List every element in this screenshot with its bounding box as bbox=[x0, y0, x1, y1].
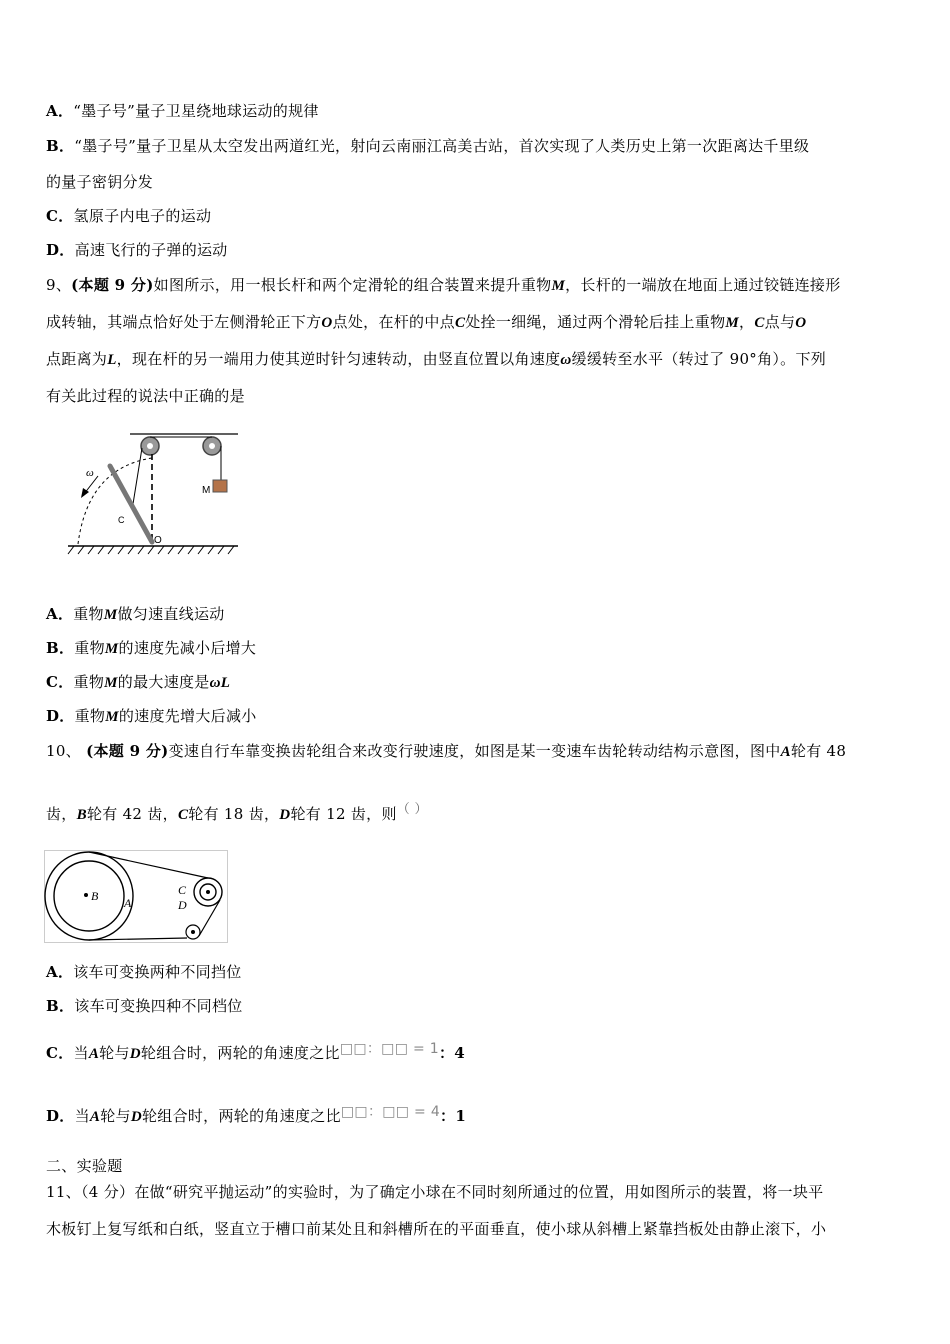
var-a: A bbox=[780, 744, 791, 760]
option-text: “墨子号”量子卫星绕地球运动的规律 bbox=[73, 102, 319, 120]
option-text: 重物 bbox=[74, 707, 106, 725]
option-text: 该车可变换四种不同档位 bbox=[74, 997, 243, 1015]
var-m: M bbox=[551, 278, 566, 294]
rod bbox=[110, 466, 152, 542]
var-m: M bbox=[105, 709, 119, 725]
question-score: （4 分） bbox=[81, 1183, 135, 1201]
pulley-rod-figure bbox=[66, 428, 241, 558]
q8-option-d bbox=[46, 240, 228, 260]
option-label: D． bbox=[46, 1107, 75, 1125]
stem-text: 缓缓转至水平（转过了 90°角）。下列 bbox=[571, 350, 827, 368]
stem-text: ，现在杆的另一端用力使其逆时针匀速转动，由竖直位置以角速度 bbox=[116, 350, 561, 368]
option-label: C． bbox=[46, 1044, 74, 1062]
q9-option-d bbox=[46, 706, 257, 727]
option-label: B． bbox=[46, 997, 75, 1015]
q10-stem-line2 bbox=[46, 804, 428, 826]
stem-text: 轮有 18 齿， bbox=[188, 805, 280, 823]
ground-hatching bbox=[68, 546, 234, 554]
var-a: A bbox=[89, 1109, 101, 1125]
q10-option-c bbox=[46, 1043, 465, 1064]
rope-to-c bbox=[133, 448, 142, 504]
var-o: O bbox=[795, 315, 807, 331]
q9-stem-line1 bbox=[46, 275, 841, 296]
question-score: (本题 9 分) bbox=[71, 276, 154, 294]
section-title-text: 二、实验题 bbox=[46, 1157, 123, 1175]
stem-text: 点距离为 bbox=[46, 350, 108, 368]
option-label: A． bbox=[46, 963, 74, 981]
var-omega-l: ωL bbox=[209, 675, 231, 691]
option-label: C． bbox=[46, 207, 74, 225]
gear-a-label: A bbox=[124, 896, 132, 910]
stem-text: 点处，在杆的中点 bbox=[332, 313, 455, 331]
omega-label: ω bbox=[86, 467, 94, 479]
question-number: 11、 bbox=[46, 1183, 81, 1201]
q8-option-b-cont bbox=[46, 172, 153, 192]
stem-text: 成转轴，其端点恰好处于左侧滑轮正下方 bbox=[46, 313, 322, 331]
q9-stem-line2 bbox=[46, 312, 806, 333]
option-text: 做匀速直线运动 bbox=[117, 605, 225, 623]
left-pulley-axle bbox=[147, 443, 153, 449]
point-o-label: O bbox=[154, 535, 162, 546]
option-text: 当 bbox=[73, 1044, 89, 1062]
var-d: D bbox=[129, 1046, 141, 1062]
section-title bbox=[46, 1156, 123, 1176]
option-text: 该车可变换两种不同挡位 bbox=[73, 963, 242, 981]
stem-text: ，长杆的一端放在地面上通过铰链连接形 bbox=[565, 276, 841, 294]
ratio-tail: ：1 bbox=[440, 1107, 467, 1125]
stem-text: 点与 bbox=[764, 313, 796, 331]
idler-center bbox=[191, 930, 195, 934]
question-number: 9、 bbox=[46, 276, 72, 294]
option-text: 的量子密钥分发 bbox=[46, 173, 154, 191]
gear-figure bbox=[44, 850, 229, 944]
stem-text: 齿， bbox=[46, 805, 77, 823]
option-label: B． bbox=[46, 639, 75, 657]
var-c: C bbox=[754, 315, 765, 331]
answer-paren: （ ） bbox=[396, 802, 428, 817]
var-l: L bbox=[107, 352, 117, 368]
gear-d-label: D bbox=[178, 898, 187, 912]
option-text: 轮与 bbox=[99, 1044, 130, 1062]
stem-text: 如图所示，用一根长杆和两个定滑轮的组合装置来提升重物 bbox=[153, 276, 552, 294]
option-text: 轮与 bbox=[100, 1107, 131, 1125]
ratio-tail: ：4 bbox=[438, 1044, 466, 1062]
q8-option-c bbox=[46, 206, 211, 226]
option-text: 的速度先增大后减小 bbox=[118, 707, 257, 725]
var-d: D bbox=[279, 807, 291, 823]
option-label: D． bbox=[46, 707, 75, 725]
var-o: O bbox=[321, 315, 333, 331]
question-number: 10、 bbox=[46, 742, 81, 760]
stem-text: 轮有 42 齿， bbox=[86, 805, 178, 823]
option-text: 轮组合时，两轮的角速度之比 bbox=[140, 1044, 340, 1062]
option-text: 的最大速度是 bbox=[117, 673, 210, 691]
q10-option-a bbox=[46, 962, 242, 982]
option-text: 重物 bbox=[73, 605, 104, 623]
q9-option-b bbox=[46, 638, 256, 659]
option-label: A． bbox=[46, 102, 74, 120]
point-c-label: C bbox=[118, 515, 125, 525]
var-c: C bbox=[177, 807, 189, 823]
stem-text: 有关此过程的说法中正确的是 bbox=[46, 387, 245, 405]
weight-block bbox=[213, 480, 227, 492]
gear-c-label: C bbox=[178, 883, 187, 897]
option-text: 重物 bbox=[73, 673, 105, 691]
option-text: “墨子号”量子卫星从太空发出两道红光，射向云南丽江高美古站，首次实现了人类历史上第一次距离达千里级 bbox=[74, 137, 810, 155]
stem-text: 轮有 48 bbox=[790, 742, 847, 760]
q8-option-b bbox=[46, 136, 809, 156]
var-a: A bbox=[88, 1046, 100, 1062]
option-text: 氢原子内电子的运动 bbox=[73, 207, 212, 225]
right-pulley-axle bbox=[209, 443, 215, 449]
question-score: (本题 9 分) bbox=[86, 742, 169, 760]
gear-cd-center bbox=[206, 890, 210, 894]
option-label: C． bbox=[46, 673, 74, 691]
var-omega: ω bbox=[560, 352, 572, 368]
stem-text: 在做“研究平抛运动”的实验时，为了确定小球在不同时刻所通过的位置，用如图所示的装置，将一块平 bbox=[134, 1183, 824, 1201]
gear-b-label: B bbox=[91, 889, 99, 903]
option-text: 当 bbox=[74, 1107, 90, 1125]
option-text: 轮组合时，两轮的角速度之比 bbox=[141, 1107, 341, 1125]
option-text: 的速度先减小后增大 bbox=[118, 639, 257, 657]
var-m: M bbox=[104, 675, 118, 691]
option-text: 高速飞行的子弹的运动 bbox=[74, 241, 228, 259]
q9-stem-line4 bbox=[46, 386, 245, 406]
q10-stem-line1 bbox=[46, 741, 846, 762]
weight-label: M bbox=[202, 485, 211, 496]
option-text: 重物 bbox=[74, 639, 105, 657]
q9-option-a bbox=[46, 604, 225, 625]
ratio-formula: □□：□□ = 4 bbox=[340, 1104, 441, 1120]
option-label: D． bbox=[46, 241, 75, 259]
gear-b-center bbox=[84, 893, 88, 897]
var-m: M bbox=[103, 607, 118, 623]
stem-text: 轮有 12 齿，则 bbox=[290, 805, 397, 823]
q9-stem-line3 bbox=[46, 349, 826, 370]
q11-stem-line2 bbox=[46, 1219, 826, 1239]
q11-stem-line1 bbox=[46, 1182, 823, 1202]
option-label: A． bbox=[46, 605, 74, 623]
option-label: B． bbox=[46, 137, 75, 155]
q10-option-b bbox=[46, 996, 243, 1016]
var-m: M bbox=[725, 315, 740, 331]
stem-text: 处拴一细绳，通过两个滑轮后挂上重物 bbox=[465, 313, 726, 331]
var-d: D bbox=[130, 1109, 142, 1125]
stem-text: 变速自行车靠变换齿轮组合来改变行驶速度，如图是某一变速车齿轮转动结构示意图，图中 bbox=[168, 742, 781, 760]
figure-border bbox=[45, 851, 228, 943]
q10-option-d bbox=[46, 1106, 466, 1127]
var-m: M bbox=[104, 641, 119, 657]
ratio-formula: □□：□□ = 1 bbox=[339, 1041, 439, 1057]
q9-option-c bbox=[46, 672, 230, 693]
var-b: B bbox=[76, 807, 87, 823]
stem-text: 木板钉上复写纸和白纸，竖直立于槽口前某处且和斜槽所在的平面垂直，使小球从斜槽上紧靠挡板处由静止滚下，小 bbox=[46, 1220, 827, 1238]
q8-option-a bbox=[46, 101, 319, 121]
var-c: C bbox=[454, 315, 466, 331]
stem-text: ， bbox=[739, 313, 755, 331]
